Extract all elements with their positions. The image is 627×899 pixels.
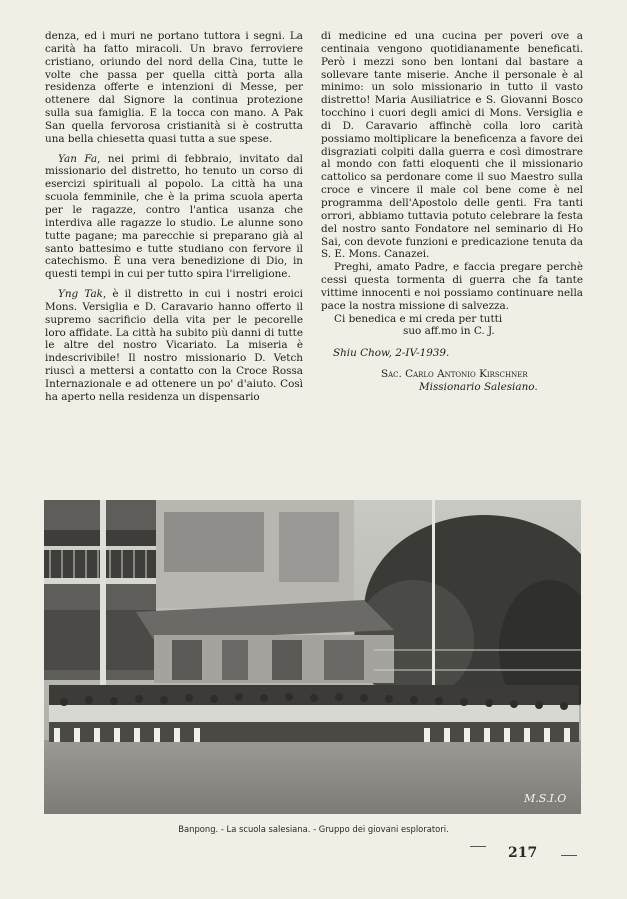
photo-caption: Banpong. - La scuola salesiana. - Gruppo dei giovani esploratori. — [178, 824, 449, 834]
author: Sac. Carlo Antonio Kirschner — [381, 368, 528, 381]
closing: suo aff.mo in C. J. — [403, 325, 495, 338]
photo-signature: M.S.I.O — [524, 792, 567, 805]
paragraph-4: di medicine ed una cucina per poveri ove a centinaia vengono quotidianamente beneficati. Però i mezzi sono ben lontani dal bastare a sollevare tante miserie. Anche il personale è al minimo: un solo missionario in tutto il vasto distretto! Maria Ausiliatrice e S. Giovanni Bosco tocchino i cuori degli amici di Mons. Versiglia e di D. Caravario affinchè colla loro carità possiamo moltiplicare la beneficenza a favore dei disgraziati colpiti dalla guerra e così dimostrare al mondo con fatti eloquenti che il missionario cattolico sa perdonare come il suo Maestro sulla croce e vincere il male col bene come è nel programma dell'Apostolo delle genti. Fra tanti orrori, abbiamo tuttavia potuto celebrare la festa del nostro santo Fondatore nel seminario di Ho Sai, con devote funzioni e predicazione tenuta da S. E. Mons. Canazei. — [321, 30, 583, 261]
paragraph-3-text: , è il distretto in cui i nostri eroici Mons. Versiglia e D. Caravario hanno offerto il supremo sacrificio della vita per le pecorelle loro affidate. La città ha subito più danni di tutte le altre del nostro Vicariato. La miseria è indescrivibile! Il nostro missionario D. Vetch riuscì a mettersi a contatto con la Croce Rossa Internazionale e ad ottenere un po' d'aiuto. Così ha aperto nella residenza un dispensario — [45, 288, 304, 403]
paragraph-5: Preghi, amato Padre, e faccia pregare perchè cessi questa tormenta di guerra che fa tante vittime innocenti e noi possiamo continuare nella pace la nostra missione di salvezza. — [321, 261, 583, 312]
school-group-photo — [44, 500, 581, 814]
paragraph-2 — [45, 153, 303, 281]
author-role: Missionario Salesiano. — [419, 380, 538, 393]
page-number: 217 — [508, 845, 538, 861]
signoff — [321, 325, 583, 393]
place-name-yan-fa: Yan Fa — [58, 152, 98, 165]
place-date: Shiu Chow, 2-IV-1939. — [333, 347, 450, 360]
paragraph-3 — [45, 288, 303, 404]
divider-dash — [561, 855, 577, 856]
paragraph-2-text: , nei primi di febbraio, invitato dal missionario del distretto, ho tenuto un corso di esercizi spirituali al popolo. La città ha una scuola femminile, che è la prima scuola aperta per le ragazze, contro l'antica usanza che interdiva alle ragazze lo studio. Le alunne sono tutte pagane; ma parecchie si preparano già al santo battesimo e tutte studiano con fervore il catechismo. È una vera benedizione di Dio, in questi tempi in cui per tutto spira l'irreligione. — [45, 152, 303, 281]
paragraph-6: Ci benedica e mi creda per tutti — [334, 312, 503, 325]
left-column — [45, 30, 303, 404]
right-column — [321, 30, 583, 394]
divider-dash — [470, 846, 486, 847]
place-name-yng-tak: Yng Tak — [58, 288, 103, 301]
paragraph-1: denza, ed i muri ne portano tuttora i segni. La carità ha fatto miracoli. Un bravo ferroviere cristiano, oriundo del nord della Cina, tutte le volte che passa per quella città porta alla residenza offerte e intenzioni di Messe, per ottenere dal Signore la continua protezione sulla sua famiglia. E la tocca con mano. A Pak San quella fervorosa cristianità si è costrutta una bella chiesetta quasi tutta a sue spese. — [45, 30, 303, 145]
